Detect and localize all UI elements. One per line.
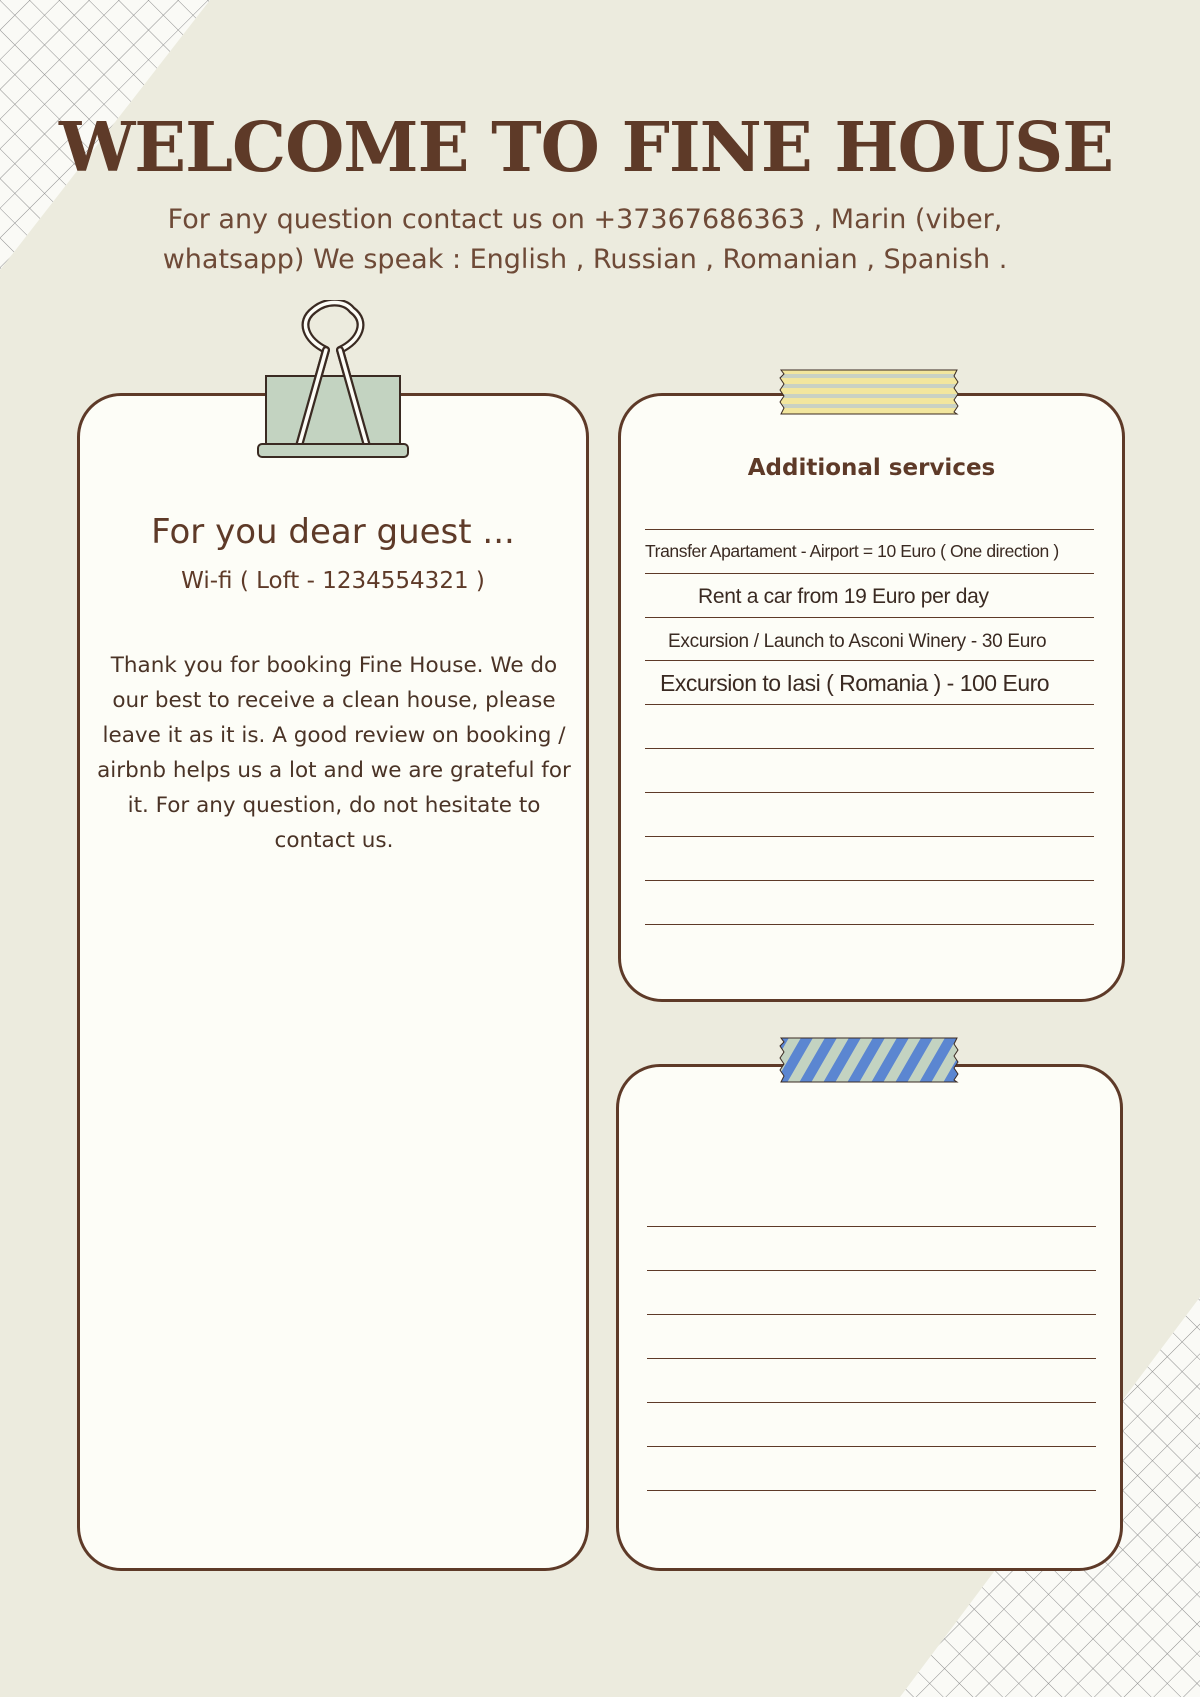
guest-card-title: For you dear guest ...	[151, 512, 515, 552]
contact-line-2: whatsapp) We speak : English , Russian , Romanian , Spanish .	[162, 244, 1008, 275]
guest-message: Thank you for booking Fine House. We do our best to receive a clean house, please leave it as it is. A good review on booking / airbnb helps us a lot and we are grateful for it. For any question, do not hesitate to contact us.	[97, 653, 571, 853]
notes-line	[647, 1446, 1096, 1447]
page-title: WELCOME TO FINE HOUSE	[58, 108, 1114, 188]
services-line	[645, 836, 1094, 837]
services-line	[645, 573, 1094, 574]
service-item: Rent a car from 19 Euro per day	[698, 585, 989, 608]
services-line	[645, 617, 1094, 618]
services-line	[645, 880, 1094, 881]
services-line	[645, 924, 1094, 925]
contact-line-1: For any question contact us on +37367686363 , Marin (viber,	[167, 204, 1003, 235]
services-heading: Additional services	[747, 455, 996, 481]
service-item: Excursion to Iasi ( Romania ) - 100 Euro	[660, 670, 1050, 696]
notes-card	[616, 1064, 1123, 1571]
washi-tape-yellow	[778, 368, 960, 416]
services-line	[645, 660, 1094, 661]
service-item: Excursion / Launch to Asconi Winery - 30 Euro	[668, 631, 1047, 652]
notes-line	[647, 1402, 1096, 1403]
wifi-info: Wi-fi ( Loft - 1234554321 )	[181, 568, 485, 594]
service-item: Transfer Apartament - Airport = 10 Euro ( One direction )	[645, 541, 1059, 561]
washi-tape-blue	[778, 1036, 960, 1084]
contact-info	[140, 200, 1030, 280]
services-line	[645, 704, 1094, 705]
binder-clip-icon	[256, 300, 410, 460]
services-card	[618, 393, 1125, 1002]
services-line	[645, 792, 1094, 793]
notes-line	[647, 1314, 1096, 1315]
services-line	[645, 529, 1094, 530]
notes-line	[647, 1358, 1096, 1359]
notes-line	[647, 1226, 1096, 1227]
services-line	[645, 748, 1094, 749]
notes-line	[647, 1490, 1096, 1491]
notes-line	[647, 1270, 1096, 1271]
